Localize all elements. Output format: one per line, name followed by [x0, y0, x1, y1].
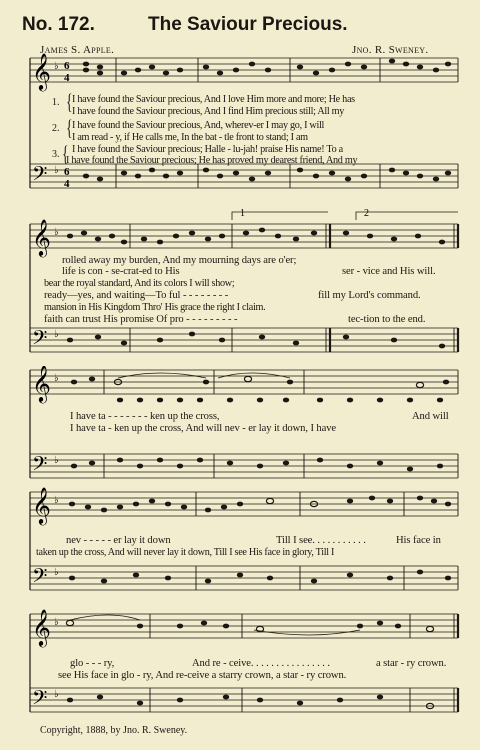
system-4-lyric-1b: Till I see. . . . . . . . . . .	[276, 535, 366, 546]
verse-1-line-2: I have found the Saviour precious, And I find Him precious still; All my	[72, 106, 345, 117]
svg-text:♭: ♭	[54, 495, 59, 506]
svg-text:4: 4	[64, 72, 70, 84]
bass-clef-icon: 𝄢	[32, 326, 48, 354]
treble-clef-icon: 𝄞	[32, 218, 51, 256]
svg-text:♭: ♭	[54, 617, 59, 628]
composer-credit: Jno. R. Sweney.	[352, 44, 429, 56]
svg-text:♭: ♭	[54, 689, 59, 700]
system-5-lyric-1b: And re - ceive. . . . . . . . . . . . . . . .	[192, 658, 330, 669]
system-4-lyric-2: taken up the cross, And will never lay it down, Till I see His face in glory, Till I	[36, 547, 335, 558]
system-5-lyric-1c: a star - ry crown.	[376, 658, 447, 669]
system-2-lyric-6a: faith can trust His promise Of pro - - - - - - - - -	[44, 314, 238, 325]
system-2-lyric-5: mansion in His Kingdom Thro' His grace the right I claim.	[44, 302, 266, 313]
bass-staff-lines	[30, 164, 458, 188]
svg-text:♭: ♭	[54, 61, 59, 72]
system-2-lyric-3: bear the royal standard, And its colors I will show;	[44, 278, 235, 289]
svg-text:♭: ♭	[54, 567, 59, 578]
svg-text:♭: ♭	[54, 455, 59, 466]
system-3-lyric-1a: I have ta - - - - - - - ken up the cross,	[70, 411, 220, 422]
bass-clef-icon: 𝄢	[32, 452, 48, 480]
system-2-lyric-4a: ready—yes, and waiting—To ful - - - - - - - -	[44, 290, 229, 301]
system-2-lyric-2b: ser - vice and His will.	[342, 266, 436, 277]
second-ending-label: 2	[364, 208, 369, 219]
system-2-lyric-1: rolled away my burden, And my mourning days are o'er;	[62, 255, 297, 266]
hymn-title: The Saviour Precious.	[148, 14, 348, 35]
system-5-lyric-2: see His face in glo - ry, And re-ceive a starry crown, a star - ry crown.	[58, 670, 347, 681]
svg-text:4: 4	[64, 178, 70, 190]
svg-text:6: 6	[64, 166, 70, 178]
treble-clef-icon: 𝄞	[32, 52, 51, 90]
first-ending-label: 1	[240, 208, 245, 219]
verse-3-line-2: I have found the Saviour precious; He has proved my dearest friend, And my	[66, 155, 358, 166]
svg-text:♭: ♭	[54, 165, 59, 176]
verse-number-3: 3.	[52, 149, 60, 160]
svg-text:♭: ♭	[54, 227, 59, 238]
verse-3-line-1: I have found the Saviour precious; Halle - lu-jah! praise His name! To a	[72, 144, 343, 155]
verse-number-2: 2.	[52, 123, 60, 134]
system-4-lyric-1c: His face in	[396, 535, 441, 546]
treble-clef-icon: 𝄞	[32, 608, 51, 646]
svg-text:6: 6	[64, 60, 70, 72]
system-2-lyric-6b: tec-tion to the end.	[348, 314, 426, 325]
bass-clef-icon: 𝄢	[32, 686, 48, 714]
verse-1-line-1: I have found the Saviour precious, And I love Him more and more; He has	[72, 94, 355, 105]
verse-number-1: 1.	[52, 97, 60, 108]
system-4-lyric-1a: nev - - - - - er lay it down	[66, 535, 171, 546]
copyright-notice: Copyright, 1888, by Jno. R. Sweney.	[40, 725, 188, 736]
bass-clef-icon: 𝄢	[32, 564, 48, 592]
treble-clef-icon: 𝄞	[32, 366, 51, 402]
system-3-lyric-2: I have ta - ken up the cross, And will nev - er lay it down, I have	[70, 423, 337, 434]
system-3-lyric-1b: And will	[412, 411, 449, 422]
system-5-lyric-1a: glo - - - ry,	[70, 658, 115, 669]
system-2-lyric-2a: life is con - se-crat-ed to His	[62, 266, 180, 277]
system-2-lyric-4b: fill my Lord's command.	[318, 290, 421, 301]
treble-clef-icon: 𝄞	[32, 486, 51, 524]
bass-clef-icon: 𝄢	[32, 162, 48, 190]
hymn-number: No. 172.	[22, 14, 95, 35]
verse-2-line-2: I am read - y, if He calls me, In the bat - tle front to stand; I am	[72, 132, 308, 143]
verse-2-line-1: I have found the Saviour precious, And, wherev-er I may go, I will	[72, 120, 325, 131]
svg-text:♭: ♭	[54, 373, 59, 384]
svg-text:♭: ♭	[54, 329, 59, 340]
author-credit: James S. Apple.	[40, 44, 115, 56]
